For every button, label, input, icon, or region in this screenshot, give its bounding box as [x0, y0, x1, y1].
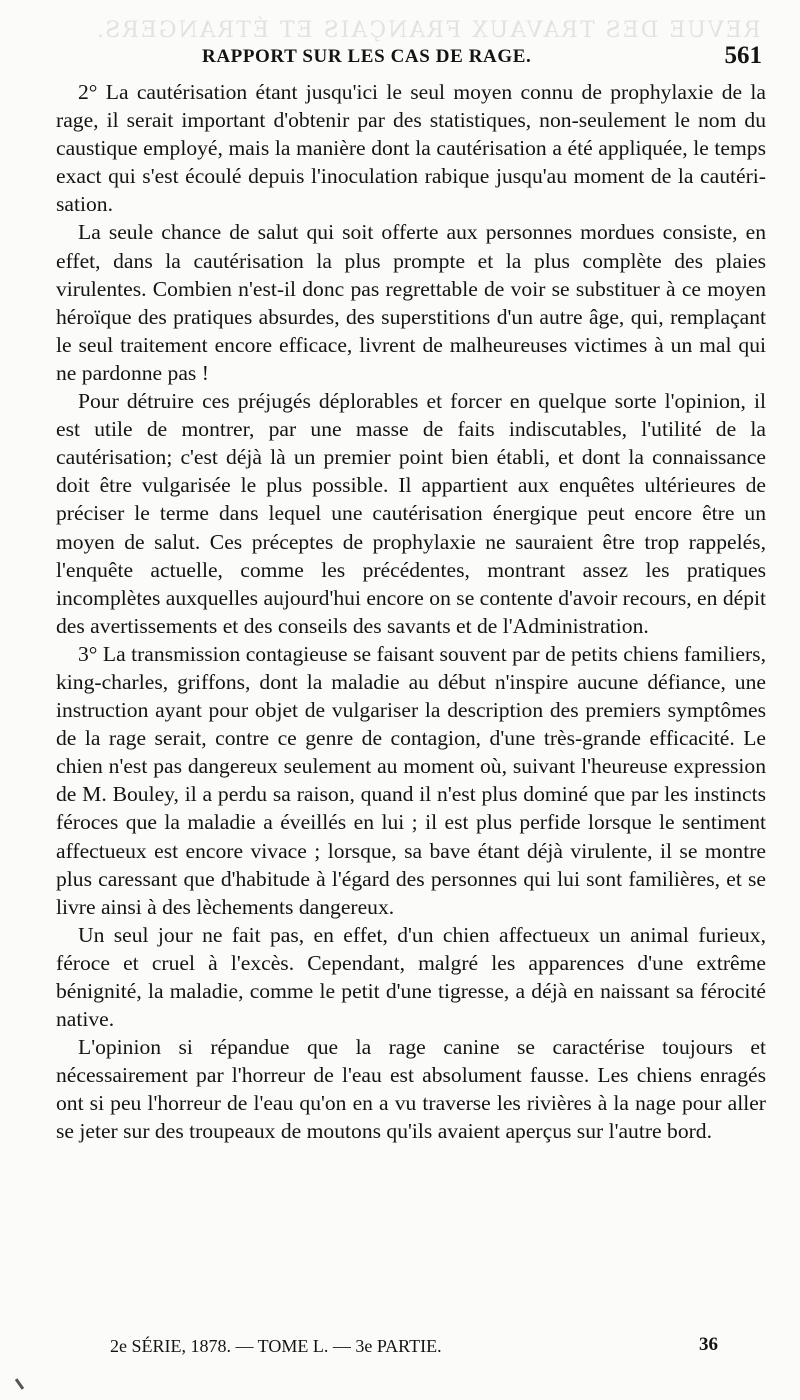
page-header: [50, 42, 762, 74]
page-footer: [110, 1336, 750, 1366]
paragraph-horreur-eau: L'opinion si répandue que la rage canine se caractérise toujours et nécessairement par l'horreur de l'eau est absolument fausse. Les chiens enragés ont si peu l'horreur de l'eau qu'on en a vu traverse les rivières à la nage pour aller se jeter sur des troupeaux de moutons qu'ils avaient aperçus sur l'autre bord.: [56, 1035, 766, 1144]
series-line: 2e SÉRIE, 1878. — TOME L. — 3e PARTIE.: [110, 1336, 442, 1356]
paragraph-transmission: 3° La transmission contagieuse se faisant souvent par de petits chiens familiers, king-charles, griffons, dont la maladie au début n'inspire aucune défiance, une instruction ayant pour objet de vulgariser la description des premiers symptômes de la rage serait, contre ce genre de contagion, d'une très-grande efficacité. Le chien n'est pas dangereux seulement au moment où, suivant l'heureuse expression de M. Bouley, il a perdu sa raison, quand il n'est plus dominé que par les instincts féroces que la maladie a éveillés en lui ; il est plus perfide lorsque le sentiment affectueux est encore vivace ; lorsque, sa bave étant déjà virulente, il se montre plus caressant que d'habitude à l'égard des personnes qui lui sont familières, et se livre ainsi à des lèchements dangereux.: [56, 641, 766, 919]
paragraph-un-seul-jour: Un seul jour ne fait pas, en effet, d'un chien affectueux un animal furieux, féroce et cruel à l'excès. Cependant, malgré les apparences d'une extrême bénignité, la maladie, comme le petit d'une tigresse, a déjà en naissant sa férocité native.: [56, 922, 766, 1032]
body-text: [56, 78, 766, 1146]
bleed-through-text: REVUE DES TRAVAUX FRANÇAIS ET ÉTRANGERS.: [94, 18, 760, 43]
scan-speck: [15, 1378, 24, 1390]
signature-mark: 36: [699, 1334, 718, 1355]
page-number: 561: [724, 42, 762, 69]
paragraph-prejuges: Pour détruire ces préjugés déplorables et forcer en quelque sorte l'opinion, il est utile de montrer, par une masse de faits indiscutables, l'utilité de la cautérisation; c'est déjà là un premier point bien établi, et dont la connaissance doit être vulgarisée le plus possible. Il appartient aux enquêtes ultérieures de préciser le terme dans lequel une cautérisation énergique peut encore être un moyen de salut. Ces préceptes de prophylaxie ne sauraient être trop rappelés, l'enquête actuelle, comme les précédentes, montrant assez les pratiques incomplètes auxquelles aujourd'hui encore on se contente d'avoir recours, en dépit des avertissements et des conseils des savants et de l'Administration.: [56, 389, 766, 638]
paragraph-seule-chance: La seule chance de salut qui soit offerte aux personnes mordues consiste, en effet, dans la cautérisation la plus prompte et la plus complète des plaies virulentes. Combien n'est-il donc pas regrettable de voir se substituer à ce moyen héroïque des pratiques absurdes, des superstitions d'un autre âge, qui, remplaçant le seul traitement encore efficace, livrent de malheureuses victimes à un mal qui ne pardonne pas !: [56, 220, 766, 385]
running-head: RAPPORT SUR LES CAS DE RAGE.: [202, 46, 532, 67]
paragraph-cauterisation: 2° La cautérisation étant jusqu'ici le seul moyen connu de prophylaxie de la rage, il serait important d'obtenir par des statistiques, non-seulement le nom du caustique employé, mais la manière dont la cautérisation a été appliquée, le temps exact qui s'est écoulé depuis l'inoculation rabique jusqu'au moment de la cautérisation.: [56, 80, 766, 217]
